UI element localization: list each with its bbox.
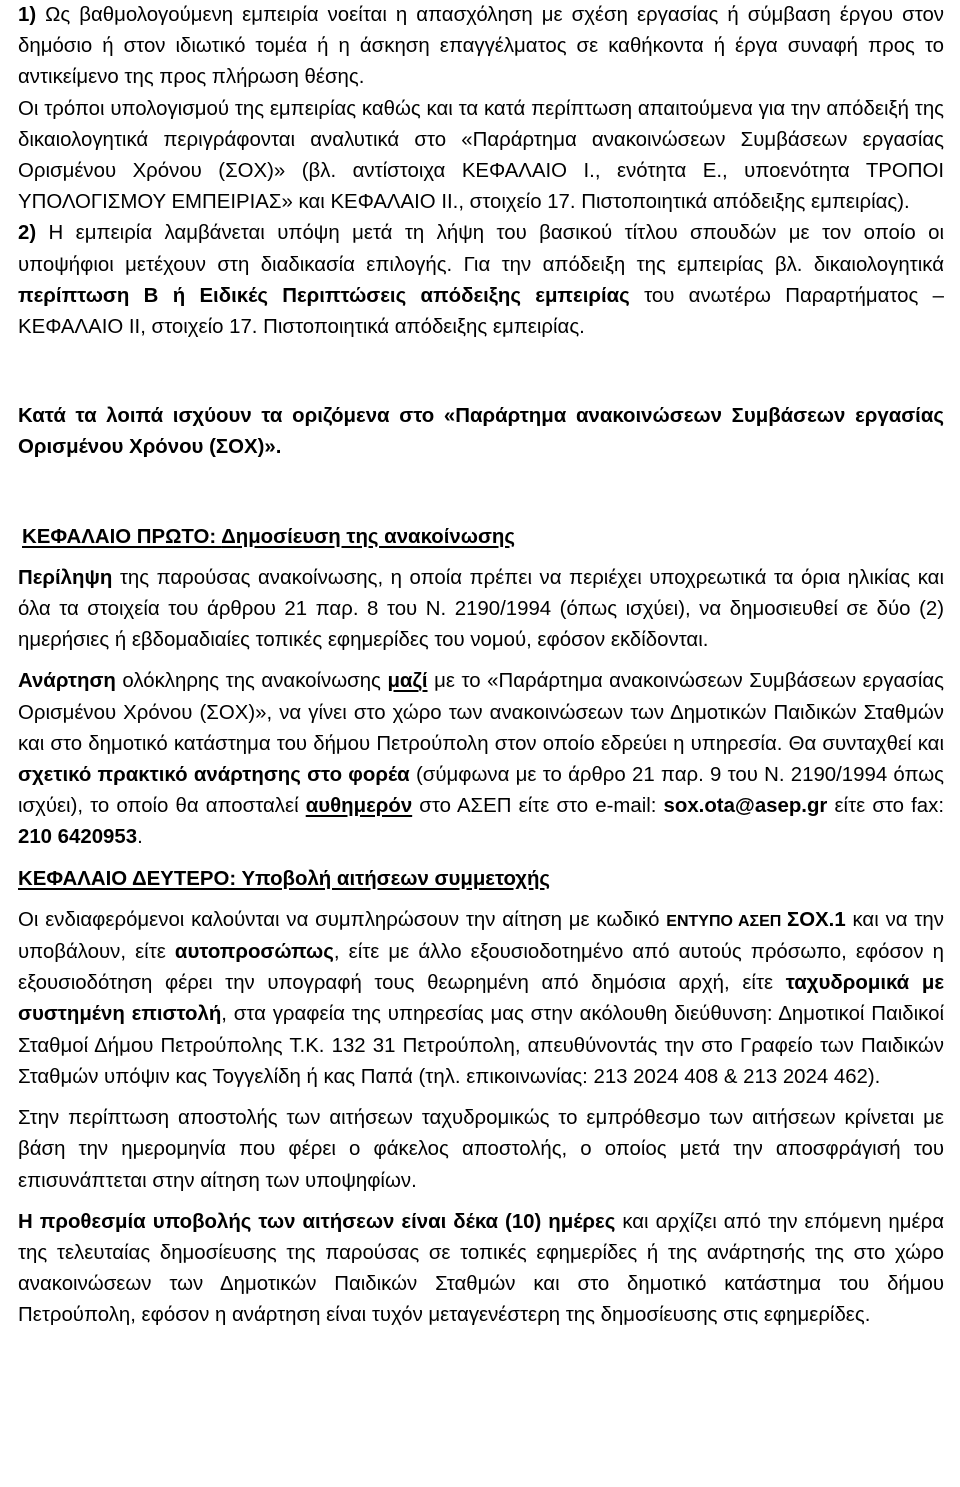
chapter-two-heading [18, 864, 944, 895]
bold-phrase: ταχυδρομικά με συστημένη επιστολή [18, 972, 945, 1026]
paragraph-text: Οι τρόποι υπολογισμού της εμπειρίας καθώς και τα κατά περίπτωση απαιτούμενα για την απόδειξή της δικαιολογητικά περιγράφονται αναλυτικά στο «Παράρτημα ανακοινώσεων Συμβάσεων εργασίας Ορισμένου Χρόνου (ΣΟΧ)» (βλ. αντίστοιχα ΚΕΦΑΛΑΙΟ Ι., ενότητα Ε., υποενότητα ΤΡΟΠΟΙ ΥΠΟΛΟΓΙΣΜΟΥ ΕΜΠΕΙΡΙΑΣ» και ΚΕΦΑΛΑΙΟ ΙΙ., στοιχείο 17. Πιστοποιητικά απόδειξης εμπειρίας). [18, 97, 944, 214]
bold-phrase: αυθημερόν [305, 795, 413, 818]
bold-phrase: περίπτωση Β ή Ειδικές Περιπτώσεις απόδειξης εμπειρίας [18, 284, 630, 307]
email-address[interactable]: sox.ota@asep.gr [663, 795, 828, 818]
paragraph-text: και να την υποβάλουν, είτε [18, 908, 944, 964]
paragraph-posting [18, 666, 944, 853]
paragraph-text: , είτε με άλλο εξουσιοδοτημένο από αυτούς πρόσωπο, εφόσον η εξουσιοδότηση φέρει την υπογραφή τους θεωρημένη από δημόσια αρχή, είτε [18, 941, 944, 995]
item-number: 2) [18, 222, 37, 245]
paragraph-text: είτε στο fax: [827, 795, 944, 818]
paragraph-text: Ως βαθμολογούμενη εμπειρία νοείται η απασχόληση με σχέση εργασίας ή σύμβαση έργου στον δημόσιο ή στον ιδιωτικό τομέα ή η άσκηση επαγγέλματος σε καθήκοντα ή έργα συναφή προς το αντικείμενο της προς πλήρωση θέσης. [18, 4, 944, 89]
paragraph-text: του ανωτέρω Παραρτήματος – ΚΕΦΑΛΑΙΟ ΙΙ, στοιχείο 17. Πιστοποιητικά απόδειξης εμπειρίας. [18, 284, 944, 339]
paragraph-application-submission [18, 905, 944, 1093]
bold-phrase: Περίληψη [18, 566, 113, 589]
bold-phrase: αυτοπροσώπως [174, 941, 334, 964]
paragraph-experience-calculation [18, 94, 944, 219]
general-notice: Κατά τα λοιπά ισχύουν τα οριζόμενα στο «Παράρτημα ανακοινώσεων Συμβάσεων εργασίας Ορισμένου Χρόνου (ΣΟΧ)». [18, 405, 944, 459]
chapter-one-heading [18, 522, 944, 553]
paragraph-postal-submission: Στην περίπτωση αποστολής των αιτήσεων ταχυδρομικώς το εμπρόθεσμο των αιτήσεων κρίνεται με βάση την ημερομηνία που φέρει ο φάκελος αποστολής, ο οποίος μετά την αποσφράγισή του επισυνάπτεται στην αίτηση των υποψηφίων. [18, 1107, 944, 1192]
paragraph-text: , στα γραφεία της υπηρεσίας μας στην ακόλουθη διεύθυνση: Δημοτικοί Παιδικοί Σταθμοί Δήμου Πετρούπολης Τ.Κ. 132 31 Πετρούπολη, απευθύνοντάς την στο Γραφείο των Παιδικών Σταθμών υπόψιν κας Τογγελίδη ή κας Παπά (τηλ. επικοινωνίας: 213 2024 408 & 213 2024 462). [18, 1003, 944, 1088]
document-page [18, 0, 944, 1332]
paragraph-text: με το «Παράρτημα ανακοινώσεων Συμβάσεων εργασίας Ορισμένου Χρόνου (ΣΟΧ)», να γίνει στο χώρο των ανακοινώσεων των Δημοτικών Παιδικών Σταθμών και στο δημοτικό κατάστημα του δήμου Πετρούπολη στον οποίο εδρεύει η υπηρεσία. Θα συνταχθεί και [18, 670, 944, 755]
heading-prefix: ΚΕΦΑΛΑΙΟ [18, 867, 132, 890]
paragraph-summary-publication [18, 563, 944, 657]
paragraph-experience-timing [18, 218, 944, 343]
paragraph-text: (σύμφωνα με το άρθρο 21 παρ. 9 του Ν. 2190/1994 όπως ισχύει), το οποίο θα αποσταλεί [18, 764, 944, 818]
paragraph-experience-definition [18, 0, 944, 94]
item-number: 1) [18, 4, 37, 26]
paragraph-text: Οι ενδιαφερόμενοι καλούνται να συμπληρώσουν την αίτηση με κωδικό [18, 908, 667, 931]
bold-phrase: σχετικό πρακτικό ανάρτησης στο φορέα [18, 764, 410, 787]
heading-prefix: ΚΕΦΑΛΑΙΟ ΠΡΩΤΟ: [22, 525, 222, 548]
bold-phrase: μαζί [387, 670, 428, 693]
paragraph-text: . [137, 826, 143, 849]
paragraph-text: στο ΑΣΕΠ είτε στο e-mail: [412, 795, 664, 818]
form-code: ΣΟΧ.1 [786, 908, 846, 931]
paragraph-text: και αρχίζει από την επόμενη ημέρα της τελευταίας δημοσίευσης της παρούσας σε τοπικές εφημερίδες ή της ανάρτησής της στο χώρο ανακοινώσεων των Δημοτικών Παιδικών Σταθμών και στο δημοτικό κατάστημα του δήμου Πετρούπολη, εφόσον η ανάρτηση είναι τυχόν μεταγενέστερη της δημοσίευσης στις εφημερίδες. [18, 1210, 944, 1327]
bold-phrase: Η προθεσμία υποβολής των αιτήσεων είναι δέκα (10) ημέρες [18, 1210, 616, 1233]
paragraph-text: ολόκληρης της ανακοίνωσης [115, 670, 388, 693]
paragraph-text: Η εμπειρία λαμβάνεται υπόψη μετά τη λήψη του βασικού τίτλου σπουδών με τον οποίο οι υποψήφιοι μετέχουν στη διαδικασία επιλογής. Για την απόδειξη της εμπειρίας βλ. δικαιολογητικά [18, 222, 944, 276]
bold-phrase: Ανάρτηση [18, 670, 116, 693]
paragraph-deadline [18, 1207, 944, 1332]
heading-title: Δημοσίευση της ανακοίνωσης [221, 525, 515, 548]
form-code-prefix: ΕΝΤΥΠΟ ΑΣΕΠ [666, 912, 787, 930]
paragraph-text: της παρούσας ανακοίνωσης, η οποία πρέπει να περιέχει υποχρεωτικά τα όρια ηλικίας και όλα τα στοιχεία του άρθρου 21 παρ. 8 του Ν. 2190/1994 (όπως ισχύει), να δημοσιευθεί σε δύο (2) ημερήσιες ή εβδομαδιαίες τοπικές εφημερίδες του νομού, εφόσον εκδίδονται. [18, 566, 944, 652]
fax-number: 210 6420953 [18, 826, 138, 849]
heading-title: ΔΕΥΤΕΡΟ: Υποβολή αιτήσεων συμμετοχής [132, 867, 551, 890]
